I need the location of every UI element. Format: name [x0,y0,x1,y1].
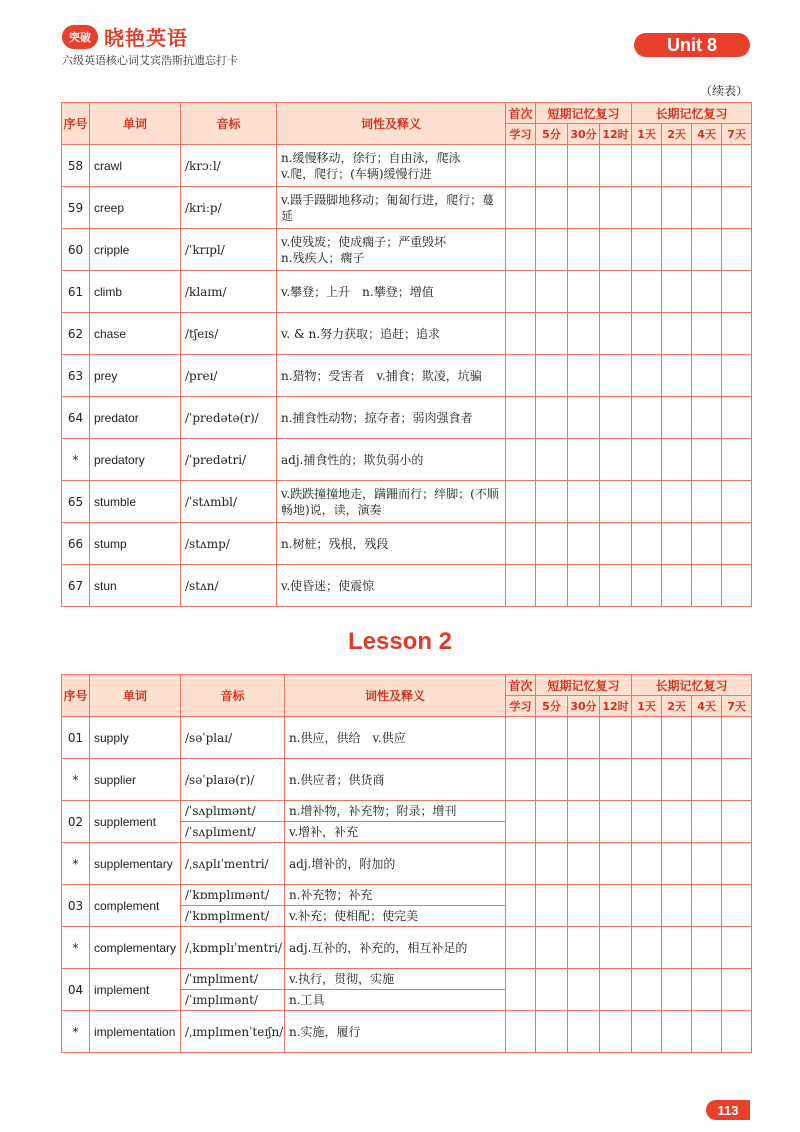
review-checkbox[interactable] [536,717,568,759]
review-checkbox[interactable] [662,439,692,481]
entry-word: supplier [90,759,181,801]
entry-meaning: v.蹑手蹑脚地移动；匍匐行进，爬行；蔓延 [277,187,506,229]
brand-logo [62,22,188,51]
entry-phonetic: /ˈɪmplɪment/ [181,969,285,990]
review-checkbox[interactable] [662,969,692,1011]
review-checkbox[interactable] [632,271,662,313]
entry-number: 67 [62,565,90,607]
header-30min: 30分 [568,696,600,717]
entry-word: chase [90,313,181,355]
entry-meaning: v.增补，补充 [285,822,506,843]
review-checkbox[interactable] [568,565,600,607]
review-checkbox[interactable] [722,355,752,397]
header-meaning: 词性及释义 [277,103,506,145]
review-checkbox[interactable] [600,885,632,927]
entry-number: 61 [62,271,90,313]
header-2day: 2天 [662,124,692,145]
review-checkbox[interactable] [568,759,600,801]
review-checkbox[interactable] [662,843,692,885]
review-checkbox[interactable] [632,927,662,969]
review-checkbox[interactable] [722,397,752,439]
review-checkbox[interactable] [692,355,722,397]
review-checkbox[interactable] [536,229,568,271]
review-checkbox[interactable] [536,843,568,885]
review-checkbox[interactable] [506,523,536,565]
review-checkbox[interactable] [632,801,662,843]
review-checkbox[interactable] [536,927,568,969]
entry-word: implementation [90,1011,181,1053]
review-checkbox[interactable] [568,481,600,523]
review-checkbox[interactable] [536,885,568,927]
review-checkbox[interactable] [692,1011,722,1053]
entry-number: 59 [62,187,90,229]
entry-phonetic: /tʃeɪs/ [181,313,277,355]
review-checkbox[interactable] [692,145,722,187]
review-checkbox[interactable] [536,759,568,801]
entry-word: cripple [90,229,181,271]
header-phonetic: 音标 [181,103,277,145]
review-checkbox[interactable] [632,145,662,187]
entry-meaning: n.猎物；受害者 v.捕食；欺凌，坑骗 [277,355,506,397]
review-checkbox[interactable] [506,439,536,481]
review-checkbox[interactable] [722,801,752,843]
review-checkbox[interactable] [632,481,662,523]
entry-word: supplementary [90,843,181,885]
entry-meaning: v.使残废；使成瘸子；严重毁坏 n.残疾人；瘸子 [277,229,506,271]
entry-phonetic: /klaɪm/ [181,271,277,313]
review-checkbox[interactable] [568,843,600,885]
review-checkbox[interactable] [536,565,568,607]
review-checkbox[interactable] [568,717,600,759]
review-checkbox[interactable] [536,439,568,481]
review-checkbox[interactable] [632,885,662,927]
review-checkbox[interactable] [506,565,536,607]
table-row [62,229,752,271]
table-row [62,565,752,607]
book-subtitle: 六级英语核心词艾宾浩斯抗遗忘打卡 [62,54,238,67]
review-checkbox[interactable] [692,759,722,801]
entry-phonetic: /ˈsʌplɪment/ [181,822,285,843]
review-checkbox[interactable] [506,1011,536,1053]
review-checkbox[interactable] [692,313,722,355]
entry-meaning: n.供应者；供货商 [285,759,506,801]
review-checkbox[interactable] [722,843,752,885]
review-checkbox[interactable] [692,717,722,759]
entry-phonetic: /ˈstʌmbl/ [181,481,277,523]
table-row [62,439,752,481]
table-row [62,1011,752,1053]
review-checkbox[interactable] [722,885,752,927]
review-checkbox[interactable] [600,801,632,843]
review-checkbox[interactable] [692,481,722,523]
review-checkbox[interactable] [600,759,632,801]
review-checkbox[interactable] [536,187,568,229]
review-checkbox[interactable] [662,271,692,313]
table-row [62,717,752,759]
review-checkbox[interactable] [692,843,722,885]
entry-word: supplement [90,801,181,843]
review-checkbox[interactable] [568,313,600,355]
entry-phonetic: /ˈkrɪpl/ [181,229,277,271]
review-checkbox[interactable] [506,927,536,969]
table-row [62,187,752,229]
review-checkbox[interactable] [632,439,662,481]
entry-phonetic: /ˈɪmplɪmənt/ [181,990,285,1011]
entry-number: 65 [62,481,90,523]
review-checkbox[interactable] [722,229,752,271]
page-number: 113 [706,1100,750,1120]
review-checkbox[interactable] [568,397,600,439]
table-row [62,759,752,801]
vocab-table-2 [61,674,752,1053]
review-checkbox[interactable] [600,187,632,229]
review-checkbox[interactable] [506,717,536,759]
entry-phonetic: /ˈkɒmplɪmənt/ [181,885,285,906]
review-checkbox[interactable] [568,969,600,1011]
header-7day: 7天 [722,124,752,145]
vocab-table-1 [61,102,752,607]
review-checkbox[interactable] [722,523,752,565]
review-checkbox[interactable] [722,759,752,801]
entry-number: 60 [62,229,90,271]
review-checkbox[interactable] [722,271,752,313]
entry-meaning: n.缓慢移动，徐行；自由泳，爬泳 v.爬，爬行；(车辆)缓慢行进 [277,145,506,187]
header-first-study: 学习 [506,696,536,717]
review-checkbox[interactable] [662,927,692,969]
review-checkbox[interactable] [662,481,692,523]
review-checkbox[interactable] [632,565,662,607]
entry-number: 62 [62,313,90,355]
review-checkbox[interactable] [506,313,536,355]
table-row [62,355,752,397]
header-12h: 12时 [600,124,632,145]
header-4day: 4天 [692,124,722,145]
entry-meaning: v.补充；使相配；使完美 [285,906,506,927]
review-checkbox[interactable] [568,145,600,187]
review-checkbox[interactable] [506,481,536,523]
review-checkbox[interactable] [506,145,536,187]
review-checkbox[interactable] [568,523,600,565]
review-checkbox[interactable] [692,927,722,969]
review-checkbox[interactable] [536,397,568,439]
review-checkbox[interactable] [568,1011,600,1053]
review-checkbox[interactable] [506,801,536,843]
header-word: 单词 [90,675,181,717]
review-checkbox[interactable] [600,397,632,439]
review-checkbox[interactable] [662,313,692,355]
review-checkbox[interactable] [692,801,722,843]
entry-phonetic: /ˈpredətri/ [181,439,277,481]
entry-meaning: adj.增补的，附加的 [285,843,506,885]
review-checkbox[interactable] [568,355,600,397]
entry-number: 03 [62,885,90,927]
table-row [62,969,752,990]
review-checkbox[interactable] [600,1011,632,1053]
review-checkbox[interactable] [692,397,722,439]
review-checkbox[interactable] [722,1011,752,1053]
entry-meaning: v. & n.努力获取；追赶；追求 [277,313,506,355]
entry-number: 58 [62,145,90,187]
header-long-review: 长期记忆复习 [632,675,752,696]
review-checkbox[interactable] [568,187,600,229]
review-checkbox[interactable] [568,229,600,271]
review-checkbox[interactable] [632,843,662,885]
table-row [62,927,752,969]
review-checkbox[interactable] [600,565,632,607]
review-checkbox[interactable] [722,717,752,759]
entry-meaning: n.树桩；残根，残段 [277,523,506,565]
entry-meaning: adj.互补的，补充的，相互补足的 [285,927,506,969]
header-7day: 7天 [722,696,752,717]
review-checkbox[interactable] [506,969,536,1011]
header-4day: 4天 [692,696,722,717]
logo-mark: 突破 [62,25,98,49]
header-12h: 12时 [600,696,632,717]
review-checkbox[interactable] [722,927,752,969]
review-checkbox[interactable] [692,439,722,481]
review-checkbox[interactable] [722,145,752,187]
entry-number: 63 [62,355,90,397]
review-checkbox[interactable] [568,801,600,843]
review-checkbox[interactable] [600,355,632,397]
review-checkbox[interactable] [600,969,632,1011]
review-checkbox[interactable] [600,313,632,355]
entry-word: predatory [90,439,181,481]
review-checkbox[interactable] [632,229,662,271]
header-long-review: 长期记忆复习 [632,103,752,124]
entry-meaning: v.执行，贯彻，实施 [285,969,506,990]
review-checkbox[interactable] [662,355,692,397]
entry-phonetic: /səˈplaɪ/ [181,717,285,759]
review-checkbox[interactable] [506,229,536,271]
entry-word: creep [90,187,181,229]
review-checkbox[interactable] [662,565,692,607]
review-checkbox[interactable] [506,759,536,801]
review-checkbox[interactable] [632,759,662,801]
review-checkbox[interactable] [722,481,752,523]
review-checkbox[interactable] [568,927,600,969]
review-checkbox[interactable] [536,271,568,313]
review-checkbox[interactable] [632,717,662,759]
review-checkbox[interactable] [568,271,600,313]
entry-phonetic: /ˌsʌplɪˈmentri/ [181,843,285,885]
header-30min: 30分 [568,124,600,145]
entry-number: 01 [62,717,90,759]
entry-phonetic: /stʌn/ [181,565,277,607]
entry-number: * [62,1011,90,1053]
entry-meaning: n.工具 [285,990,506,1011]
review-checkbox[interactable] [568,885,600,927]
header-5min: 5分 [536,696,568,717]
entry-phonetic: /ˈkɒmplɪment/ [181,906,285,927]
entry-meaning: n.捕食性动物；掠夺者；弱肉强食者 [277,397,506,439]
review-checkbox[interactable] [662,717,692,759]
review-checkbox[interactable] [536,1011,568,1053]
table-row [62,843,752,885]
table-row [62,271,752,313]
entry-meaning: n.增补物，补充物；附录；增刊 [285,801,506,822]
entry-phonetic: /kriːp/ [181,187,277,229]
review-checkbox[interactable] [600,271,632,313]
review-checkbox[interactable] [536,523,568,565]
review-checkbox[interactable] [632,355,662,397]
header-5min: 5分 [536,124,568,145]
review-checkbox[interactable] [722,313,752,355]
entry-number: 66 [62,523,90,565]
table-row [62,481,752,523]
entry-word: predator [90,397,181,439]
entry-word: stump [90,523,181,565]
review-checkbox[interactable] [506,271,536,313]
review-checkbox[interactable] [662,759,692,801]
entry-meaning: v.跌跌撞撞地走，蹒跚而行；绊脚；(不顺畅地)说，读，演奏 [277,481,506,523]
entry-word: prey [90,355,181,397]
entry-number: * [62,759,90,801]
review-checkbox[interactable] [536,969,568,1011]
entry-word: stumble [90,481,181,523]
review-checkbox[interactable] [536,313,568,355]
entry-meaning: n.供应，供给 v.供应 [285,717,506,759]
review-checkbox[interactable] [722,439,752,481]
entry-word: stun [90,565,181,607]
review-checkbox[interactable] [632,969,662,1011]
review-checkbox[interactable] [600,927,632,969]
review-checkbox[interactable] [600,439,632,481]
review-checkbox[interactable] [536,481,568,523]
review-checkbox[interactable] [632,313,662,355]
header-1day: 1天 [632,696,662,717]
entry-meaning: adj.捕食性的；欺负弱小的 [277,439,506,481]
entry-word: climb [90,271,181,313]
header-no: 序号 [62,675,90,717]
review-checkbox[interactable] [692,523,722,565]
review-checkbox[interactable] [662,1011,692,1053]
table-row [62,397,752,439]
review-checkbox[interactable] [506,843,536,885]
header-short-review: 短期记忆复习 [536,103,632,124]
review-checkbox[interactable] [600,145,632,187]
entry-phonetic: /stʌmp/ [181,523,277,565]
entry-number: 02 [62,801,90,843]
review-checkbox[interactable] [662,397,692,439]
review-checkbox[interactable] [506,187,536,229]
entry-phonetic: /ˈpredətə(r)/ [181,397,277,439]
review-checkbox[interactable] [536,355,568,397]
review-checkbox[interactable] [692,187,722,229]
unit-badge: Unit 8 [634,33,750,57]
entry-word: crawl [90,145,181,187]
entry-word: complementary [90,927,181,969]
review-checkbox[interactable] [506,397,536,439]
review-checkbox[interactable] [662,187,692,229]
entry-number: * [62,927,90,969]
header-first: 首次 [506,103,536,124]
entry-phonetic: /preɪ/ [181,355,277,397]
review-checkbox[interactable] [600,229,632,271]
table-row [62,885,752,906]
review-checkbox[interactable] [722,565,752,607]
review-checkbox[interactable] [662,885,692,927]
header-phonetic: 音标 [181,675,285,717]
review-checkbox[interactable] [662,145,692,187]
review-checkbox[interactable] [568,439,600,481]
entry-meaning: n.实施，履行 [285,1011,506,1053]
header-1day: 1天 [632,124,662,145]
table-row [62,313,752,355]
review-checkbox[interactable] [722,187,752,229]
table-row [62,801,752,822]
review-checkbox[interactable] [632,187,662,229]
entry-word: supply [90,717,181,759]
review-checkbox[interactable] [632,1011,662,1053]
review-checkbox[interactable] [722,969,752,1011]
brand-name: 晓艳英语 [104,26,188,50]
header-first-study: 学习 [506,124,536,145]
review-checkbox[interactable] [662,801,692,843]
review-checkbox[interactable] [536,145,568,187]
header-meaning: 词性及释义 [285,675,506,717]
review-checkbox[interactable] [692,229,722,271]
lesson-title: Lesson 2 [347,628,453,655]
review-checkbox[interactable] [662,229,692,271]
entry-meaning: n.补充物；补充 [285,885,506,906]
review-checkbox[interactable] [600,717,632,759]
entry-meaning: v.攀登；上升 n.攀登；增值 [277,271,506,313]
entry-number: 04 [62,969,90,1011]
review-checkbox[interactable] [506,885,536,927]
review-checkbox[interactable] [692,271,722,313]
entry-meaning: v.使昏迷；使震惊 [277,565,506,607]
entry-phonetic: /ˌɪmplɪmenˈteɪʃn/ [181,1011,285,1053]
review-checkbox[interactable] [600,481,632,523]
entry-phonetic: /ˈsʌplɪmənt/ [181,801,285,822]
review-checkbox[interactable] [506,355,536,397]
continued-label: （续表） [699,84,748,98]
review-checkbox[interactable] [600,843,632,885]
table-row [62,523,752,565]
header-2day: 2天 [662,696,692,717]
entry-phonetic: /krɔːl/ [181,145,277,187]
review-checkbox[interactable] [692,885,722,927]
entry-phonetic: /səˈplaɪə(r)/ [181,759,285,801]
table-row [62,145,752,187]
entry-number: * [62,439,90,481]
entry-word: implement [90,969,181,1011]
review-checkbox[interactable] [662,523,692,565]
header-first: 首次 [506,675,536,696]
entry-word: complement [90,885,181,927]
entry-phonetic: /ˌkɒmplɪˈmentri/ [181,927,285,969]
review-checkbox[interactable] [632,397,662,439]
entry-number: * [62,843,90,885]
header-no: 序号 [62,103,90,145]
header-word: 单词 [90,103,181,145]
review-checkbox[interactable] [692,565,722,607]
review-checkbox[interactable] [692,969,722,1011]
review-checkbox[interactable] [536,801,568,843]
header-short-review: 短期记忆复习 [536,675,632,696]
review-checkbox[interactable] [632,523,662,565]
review-checkbox[interactable] [600,523,632,565]
entry-number: 64 [62,397,90,439]
